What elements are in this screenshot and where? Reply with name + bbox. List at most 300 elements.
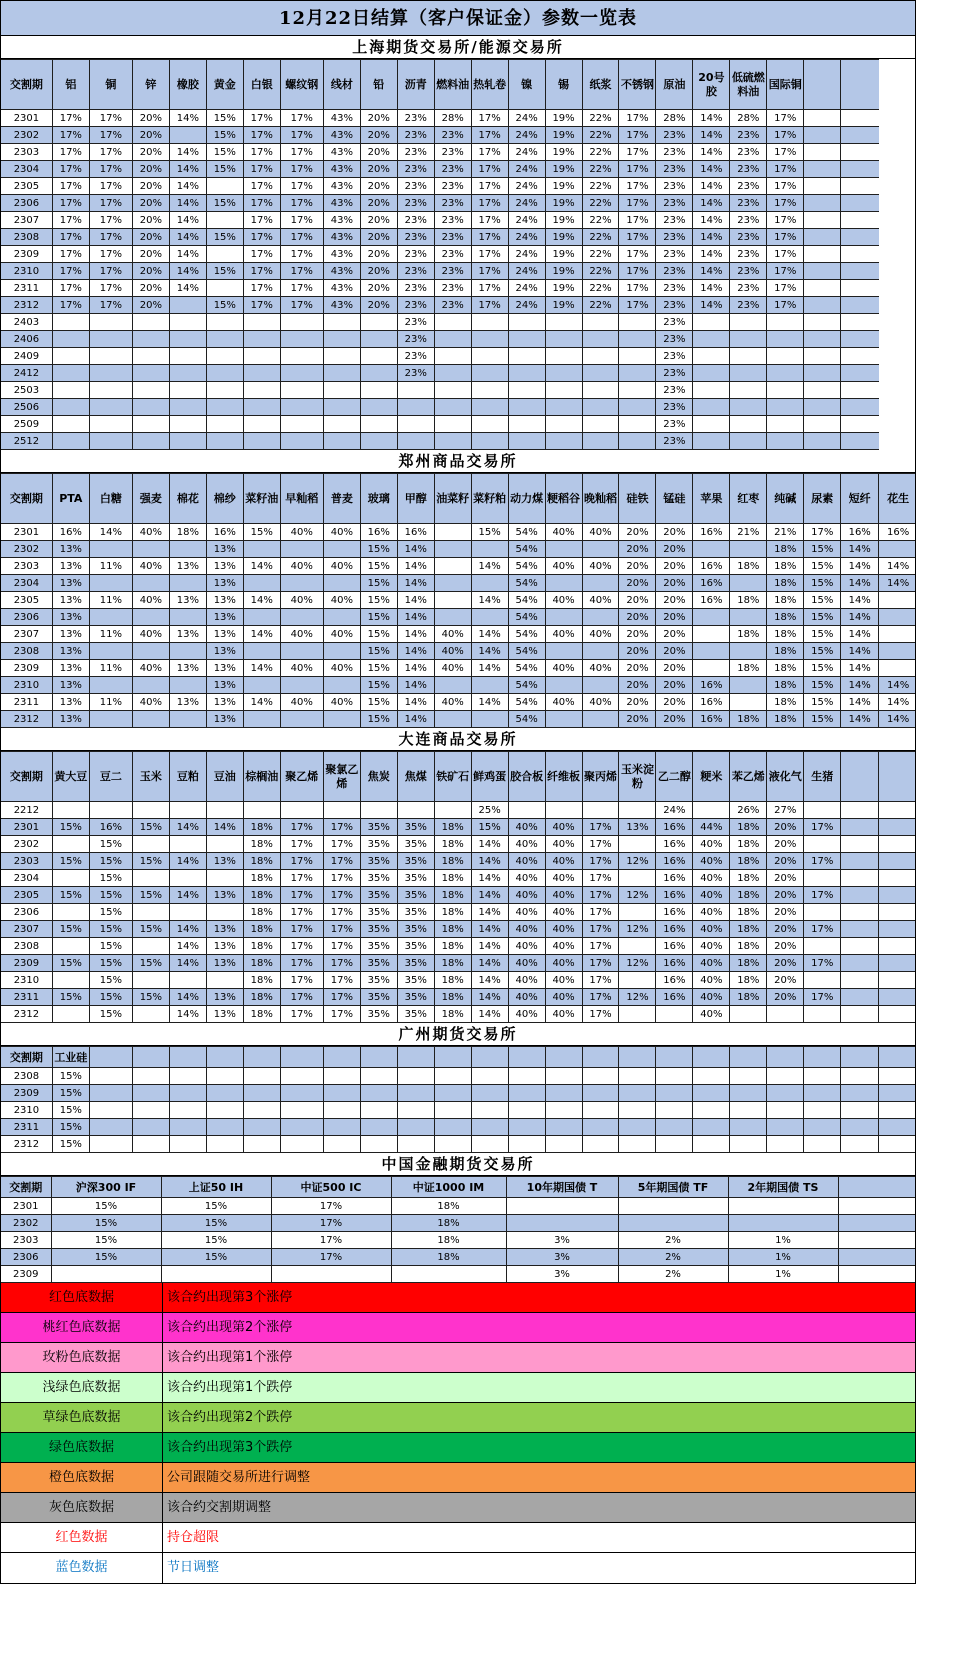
margin-rate-cell: 18%: [243, 870, 280, 887]
margin-rate-cell: 40%: [545, 853, 582, 870]
margin-rate-cell: [693, 1136, 730, 1153]
margin-rate-cell: [169, 1068, 206, 1085]
margin-rate-cell: 13%: [206, 938, 243, 955]
margin-rate-cell: 20%: [360, 246, 397, 263]
margin-rate-cell: 44%: [693, 819, 730, 836]
margin-rate-cell: 14%: [693, 127, 730, 144]
margin-rate-cell: [804, 399, 841, 416]
margin-rate-cell: [841, 161, 879, 178]
delivery-period-cell: 2406: [1, 331, 52, 348]
margin-rate-cell: 40%: [323, 558, 360, 575]
margin-rate-cell: [89, 802, 132, 819]
margin-rate-cell: 15%: [804, 694, 841, 711]
margin-rate-cell: 40%: [323, 592, 360, 609]
margin-rate-cell: 15%: [206, 229, 243, 246]
delivery-period-cell: 2311: [1, 280, 52, 297]
margin-rate-cell: 13%: [206, 575, 243, 592]
margin-rate-cell: 20%: [656, 643, 693, 660]
margin-rate-cell: 14%: [169, 989, 206, 1006]
table-row: [1, 541, 916, 558]
margin-rate-cell: 18%: [434, 921, 471, 938]
margin-rate-cell: [841, 870, 879, 887]
margin-rate-cell: [271, 1266, 391, 1283]
margin-rate-cell: 23%: [397, 263, 434, 280]
margin-rate-cell: [434, 382, 471, 399]
margin-rate-cell: [582, 541, 619, 558]
margin-rate-cell: 14%: [841, 592, 879, 609]
margin-rate-cell: 17%: [89, 144, 132, 161]
margin-rate-cell: [52, 348, 89, 365]
margin-rate-cell: 35%: [397, 870, 434, 887]
margin-rate-cell: 15%: [804, 592, 841, 609]
margin-rate-cell: [471, 348, 508, 365]
margin-rate-cell: [323, 382, 360, 399]
margin-rate-cell: [169, 904, 206, 921]
margin-rate-cell: 23%: [656, 331, 693, 348]
margin-rate-cell: 14%: [693, 246, 730, 263]
column-header: [804, 1047, 841, 1068]
margin-rate-cell: 17%: [619, 161, 656, 178]
table-row: [1, 1068, 916, 1085]
margin-rate-cell: 40%: [323, 660, 360, 677]
margin-rate-cell: 14%: [471, 643, 508, 660]
margin-rate-cell: [397, 399, 434, 416]
margin-rate-cell: 20%: [132, 110, 169, 127]
margin-rate-cell: 14%: [693, 280, 730, 297]
legend-label: 草绿色底数据: [1, 1403, 163, 1432]
margin-rate-cell: 23%: [656, 246, 693, 263]
margin-rate-cell: [52, 836, 89, 853]
delivery-period-cell: 2302: [1, 127, 52, 144]
margin-rate-cell: 40%: [434, 694, 471, 711]
table-row: [1, 972, 916, 989]
margin-rate-cell: 14%: [879, 558, 916, 575]
legend-description: 该合约出现第1个涨停: [167, 1350, 293, 1365]
margin-rate-cell: [767, 1006, 804, 1023]
margin-rate-cell: 14%: [169, 887, 206, 904]
margin-rate-cell: 13%: [206, 677, 243, 694]
margin-rate-cell: [767, 331, 804, 348]
margin-rate-cell: 17%: [323, 989, 360, 1006]
margin-rate-cell: [879, 938, 916, 955]
legend-label: 红色数据: [1, 1523, 163, 1552]
margin-rate-cell: 20%: [619, 609, 656, 626]
delivery-period-cell: 2305: [1, 887, 52, 904]
margin-rate-cell: 15%: [89, 904, 132, 921]
margin-rate-cell: 40%: [545, 819, 582, 836]
margin-rate-cell: [206, 870, 243, 887]
margin-rate-cell: [471, 1068, 508, 1085]
margin-rate-cell: [730, 1119, 767, 1136]
margin-rate-cell: 17%: [280, 819, 323, 836]
margin-rate-cell: 23%: [656, 382, 693, 399]
column-header: 燃料油: [434, 60, 471, 110]
margin-rate-cell: [545, 575, 582, 592]
margin-rate-cell: [169, 870, 206, 887]
table-row: [1, 921, 916, 938]
table-row: [1, 904, 916, 921]
margin-rate-cell: 18%: [391, 1232, 506, 1249]
margin-rate-cell: [323, 541, 360, 558]
margin-rate-cell: [323, 1119, 360, 1136]
margin-rate-cell: [132, 575, 169, 592]
margin-rate-cell: 18%: [243, 972, 280, 989]
table-row: [1, 263, 916, 280]
column-header: 铜: [89, 60, 132, 110]
margin-rate-cell: [169, 711, 206, 728]
delivery-period-cell: 2512: [1, 433, 52, 450]
margin-rate-cell: [693, 1102, 730, 1119]
margin-rate-cell: [879, 541, 916, 558]
margin-rate-cell: [132, 836, 169, 853]
margin-rate-cell: [730, 541, 767, 558]
margin-rate-cell: 20%: [132, 127, 169, 144]
margin-rate-cell: [693, 1119, 730, 1136]
margin-rate-cell: 35%: [397, 921, 434, 938]
margin-rate-cell: [397, 1068, 434, 1085]
margin-rate-cell: [52, 972, 89, 989]
margin-rate-cell: [804, 904, 841, 921]
margin-rate-cell: 22%: [582, 195, 619, 212]
legend-description: 该合约交割期调整: [167, 1500, 272, 1515]
margin-rate-cell: 15%: [52, 1068, 89, 1085]
margin-rate-cell: 40%: [693, 955, 730, 972]
margin-rate-cell: [545, 1136, 582, 1153]
margin-rate-cell: [280, 802, 323, 819]
margin-rate-cell: [323, 365, 360, 382]
margin-rate-cell: 17%: [52, 280, 89, 297]
margin-rate-cell: 13%: [52, 711, 89, 728]
delivery-period-cell: 2302: [1, 541, 52, 558]
column-header: 动力煤: [508, 474, 545, 524]
margin-rate-cell: [730, 382, 767, 399]
margin-rate-cell: [730, 433, 767, 450]
margin-rate-cell: 17%: [271, 1198, 391, 1215]
margin-rate-cell: [841, 853, 879, 870]
margin-rate-cell: 17%: [280, 229, 323, 246]
margin-rate-cell: [804, 178, 841, 195]
legend-label: 桃红色底数据: [1, 1313, 163, 1342]
margin-rate-cell: [545, 399, 582, 416]
margin-rate-cell: [360, 331, 397, 348]
margin-rate-cell: [879, 626, 916, 643]
margin-rate-cell: 11%: [89, 660, 132, 677]
margin-rate-cell: [471, 541, 508, 558]
margin-rate-cell: 20%: [656, 524, 693, 541]
margin-rate-cell: [730, 694, 767, 711]
margin-rate-cell: [879, 836, 916, 853]
column-header: 生猪: [804, 752, 841, 802]
delivery-period-cell: 2301: [1, 524, 52, 541]
margin-rate-cell: [508, 314, 545, 331]
margin-rate-cell: 13%: [206, 711, 243, 728]
margin-rate-cell: [545, 314, 582, 331]
margin-rate-cell: 13%: [52, 660, 89, 677]
delivery-period-cell: 2304: [1, 870, 52, 887]
column-header: 花生: [879, 474, 916, 524]
column-header: 菜籽油: [243, 474, 280, 524]
margin-rate-cell: 15%: [360, 626, 397, 643]
legend-row: [1, 1433, 916, 1463]
margin-rate-cell: [767, 1068, 804, 1085]
margin-rate-cell: [508, 1102, 545, 1119]
margin-rate-cell: [280, 1102, 323, 1119]
table-row: [1, 433, 916, 450]
column-header: 聚丙烯: [582, 752, 619, 802]
column-header: [360, 1047, 397, 1068]
margin-rate-cell: [360, 348, 397, 365]
margin-rate-cell: 40%: [545, 1006, 582, 1023]
margin-rate-cell: 17%: [582, 887, 619, 904]
column-header: [841, 752, 879, 802]
margin-rate-cell: [89, 677, 132, 694]
margin-rate-cell: [545, 711, 582, 728]
margin-rate-cell: 22%: [582, 212, 619, 229]
margin-rate-cell: [804, 416, 841, 433]
margin-rate-cell: [693, 365, 730, 382]
margin-rate-cell: [434, 1136, 471, 1153]
margin-rate-cell: 18%: [434, 836, 471, 853]
margin-rate-cell: [545, 416, 582, 433]
margin-rate-cell: [804, 161, 841, 178]
margin-rate-cell: [323, 348, 360, 365]
margin-rate-cell: 40%: [323, 626, 360, 643]
margin-rate-cell: 16%: [656, 938, 693, 955]
margin-rate-cell: [879, 1006, 916, 1023]
column-header: 热轧卷: [471, 60, 508, 110]
legend-description: 公司跟随交易所进行调整: [167, 1470, 311, 1485]
legend-description: 该合约出现第2个涨停: [167, 1320, 293, 1335]
margin-rate-cell: 17%: [323, 870, 360, 887]
delivery-period-cell: 2308: [1, 229, 52, 246]
margin-rate-cell: 14%: [879, 575, 916, 592]
margin-rate-cell: [280, 348, 323, 365]
legend-label: 红色底数据: [1, 1283, 163, 1312]
margin-rate-cell: [730, 416, 767, 433]
margin-rate-cell: 18%: [730, 955, 767, 972]
section-title-dce: 大连商品交易所: [1, 728, 915, 751]
margin-rate-cell: [471, 609, 508, 626]
margin-rate-cell: 19%: [545, 161, 582, 178]
column-header: [730, 1047, 767, 1068]
margin-rate-cell: [838, 1266, 916, 1283]
margin-rate-cell: [879, 1085, 916, 1102]
margin-rate-cell: [51, 1266, 161, 1283]
margin-rate-cell: [804, 127, 841, 144]
margin-rate-cell: [545, 609, 582, 626]
margin-rate-cell: 15%: [52, 1136, 89, 1153]
margin-rate-cell: 14%: [693, 212, 730, 229]
margin-rate-cell: 40%: [132, 558, 169, 575]
margin-rate-cell: 14%: [243, 558, 280, 575]
column-header: 低硫燃料油: [730, 60, 767, 110]
margin-rate-cell: 20%: [619, 592, 656, 609]
margin-rate-cell: 35%: [360, 819, 397, 836]
margin-rate-cell: 20%: [360, 229, 397, 246]
margin-rate-cell: [582, 643, 619, 660]
column-header: [545, 1047, 582, 1068]
margin-rate-cell: 15%: [206, 297, 243, 314]
margin-rate-cell: [693, 541, 730, 558]
margin-rate-cell: 20%: [656, 677, 693, 694]
margin-rate-cell: 17%: [89, 212, 132, 229]
margin-rate-cell: 23%: [397, 365, 434, 382]
margin-rate-cell: [243, 382, 280, 399]
margin-rate-cell: 15%: [52, 1102, 89, 1119]
margin-rate-cell: 43%: [323, 161, 360, 178]
table-row: [1, 365, 916, 382]
margin-rate-cell: [206, 348, 243, 365]
margin-rate-cell: [280, 331, 323, 348]
delivery-period-cell: 2312: [1, 711, 52, 728]
margin-rate-cell: [841, 365, 879, 382]
legend-description: 该合约出现第3个跌停: [167, 1440, 293, 1455]
margin-rate-cell: 17%: [619, 229, 656, 246]
column-header: 中证1000 IM: [391, 1177, 506, 1198]
margin-rate-cell: [841, 246, 879, 263]
margin-rate-cell: 15%: [51, 1198, 161, 1215]
column-header: 交割期: [1, 474, 52, 524]
margin-rate-cell: 23%: [397, 195, 434, 212]
margin-rate-cell: [434, 711, 471, 728]
margin-rate-cell: [618, 1215, 728, 1232]
margin-rate-cell: [52, 331, 89, 348]
margin-rate-cell: 15%: [51, 1249, 161, 1266]
margin-rate-cell: 23%: [434, 178, 471, 195]
column-header: 交割期: [1, 1177, 51, 1198]
margin-rate-cell: [730, 1068, 767, 1085]
margin-rate-cell: 40%: [280, 592, 323, 609]
margin-rate-cell: 1%: [728, 1249, 838, 1266]
margin-rate-cell: 40%: [545, 972, 582, 989]
margin-rate-cell: 35%: [397, 904, 434, 921]
margin-rate-cell: [879, 887, 916, 904]
margin-rate-cell: 18%: [730, 592, 767, 609]
margin-rate-cell: [841, 212, 879, 229]
margin-rate-cell: 17%: [619, 110, 656, 127]
margin-rate-cell: [730, 575, 767, 592]
margin-rate-cell: 40%: [693, 938, 730, 955]
column-header: 工业硅: [52, 1047, 89, 1068]
margin-rate-cell: 43%: [323, 246, 360, 263]
margin-rate-cell: [360, 1136, 397, 1153]
delivery-period-cell: 2311: [1, 1119, 52, 1136]
margin-rate-cell: 17%: [89, 280, 132, 297]
margin-rate-cell: 17%: [52, 178, 89, 195]
margin-rate-cell: 15%: [89, 870, 132, 887]
margin-rate-cell: 21%: [730, 524, 767, 541]
margin-rate-cell: 15%: [132, 989, 169, 1006]
margin-rate-cell: 54%: [508, 609, 545, 626]
margin-rate-cell: 11%: [89, 558, 132, 575]
margin-rate-cell: [360, 802, 397, 819]
margin-rate-cell: 16%: [656, 904, 693, 921]
margin-rate-cell: 16%: [360, 524, 397, 541]
margin-rate-cell: [841, 955, 879, 972]
margin-rate-cell: [804, 1085, 841, 1102]
table-row: [1, 1136, 916, 1153]
margin-rate-cell: [206, 433, 243, 450]
delivery-period-cell: 2212: [1, 802, 52, 819]
margin-rate-cell: [243, 1085, 280, 1102]
column-header: 沥青: [397, 60, 434, 110]
margin-rate-cell: 20%: [619, 677, 656, 694]
delivery-period-cell: 2312: [1, 297, 52, 314]
margin-rate-cell: [693, 1085, 730, 1102]
column-header: 不锈钢: [619, 60, 656, 110]
delivery-period-cell: 2309: [1, 1266, 51, 1283]
margin-rate-cell: 18%: [243, 904, 280, 921]
margin-rate-cell: 17%: [767, 263, 804, 280]
column-header: 短纤: [841, 474, 879, 524]
margin-rate-cell: [879, 592, 916, 609]
margin-rate-cell: 15%: [206, 161, 243, 178]
margin-rate-cell: 18%: [730, 711, 767, 728]
margin-rate-cell: 20%: [619, 626, 656, 643]
margin-rate-cell: 15%: [52, 1119, 89, 1136]
margin-rate-cell: 18%: [391, 1198, 506, 1215]
margin-rate-cell: 23%: [730, 212, 767, 229]
margin-rate-cell: 23%: [434, 161, 471, 178]
margin-rate-cell: 20%: [132, 280, 169, 297]
margin-rate-cell: 22%: [582, 144, 619, 161]
margin-rate-cell: 15%: [471, 524, 508, 541]
table-row: [1, 887, 916, 904]
margin-rate-cell: [841, 229, 879, 246]
margin-rate-cell: 14%: [169, 161, 206, 178]
margin-rate-cell: [619, 836, 656, 853]
margin-rate-cell: [434, 541, 471, 558]
margin-rate-cell: 17%: [243, 297, 280, 314]
table-row: [1, 1006, 916, 1023]
margin-rate-cell: [841, 144, 879, 161]
table-row: [1, 836, 916, 853]
margin-rate-cell: 12%: [619, 921, 656, 938]
margin-rate-cell: 17%: [767, 229, 804, 246]
margin-rate-cell: [132, 433, 169, 450]
margin-rate-cell: 13%: [169, 626, 206, 643]
margin-rate-cell: 20%: [767, 989, 804, 1006]
margin-rate-cell: [619, 938, 656, 955]
margin-rate-cell: 17%: [471, 110, 508, 127]
margin-rate-cell: 14%: [169, 1006, 206, 1023]
margin-rate-cell: [360, 416, 397, 433]
delivery-period-cell: 2303: [1, 853, 52, 870]
margin-rate-cell: 14%: [397, 626, 434, 643]
margin-rate-cell: 14%: [471, 938, 508, 955]
margin-rate-cell: [730, 1102, 767, 1119]
margin-rate-cell: [767, 1136, 804, 1153]
margin-rate-cell: [841, 1102, 879, 1119]
margin-rate-cell: 15%: [132, 887, 169, 904]
margin-rate-cell: 20%: [767, 972, 804, 989]
margin-rate-cell: 18%: [243, 955, 280, 972]
delivery-period-cell: 2412: [1, 365, 52, 382]
margin-rate-cell: 40%: [508, 972, 545, 989]
margin-rate-cell: [360, 1085, 397, 1102]
margin-rate-cell: 15%: [804, 558, 841, 575]
margin-rate-cell: 22%: [582, 280, 619, 297]
section-title-gfex: 广州期货交易所: [1, 1023, 915, 1046]
margin-rate-cell: 23%: [730, 178, 767, 195]
margin-rate-cell: 23%: [656, 314, 693, 331]
margin-rate-cell: 43%: [323, 144, 360, 161]
margin-rate-cell: [397, 802, 434, 819]
margin-rate-cell: 20%: [656, 694, 693, 711]
margin-rate-cell: 14%: [841, 609, 879, 626]
margin-rate-cell: 14%: [397, 541, 434, 558]
margin-rate-cell: 35%: [360, 955, 397, 972]
